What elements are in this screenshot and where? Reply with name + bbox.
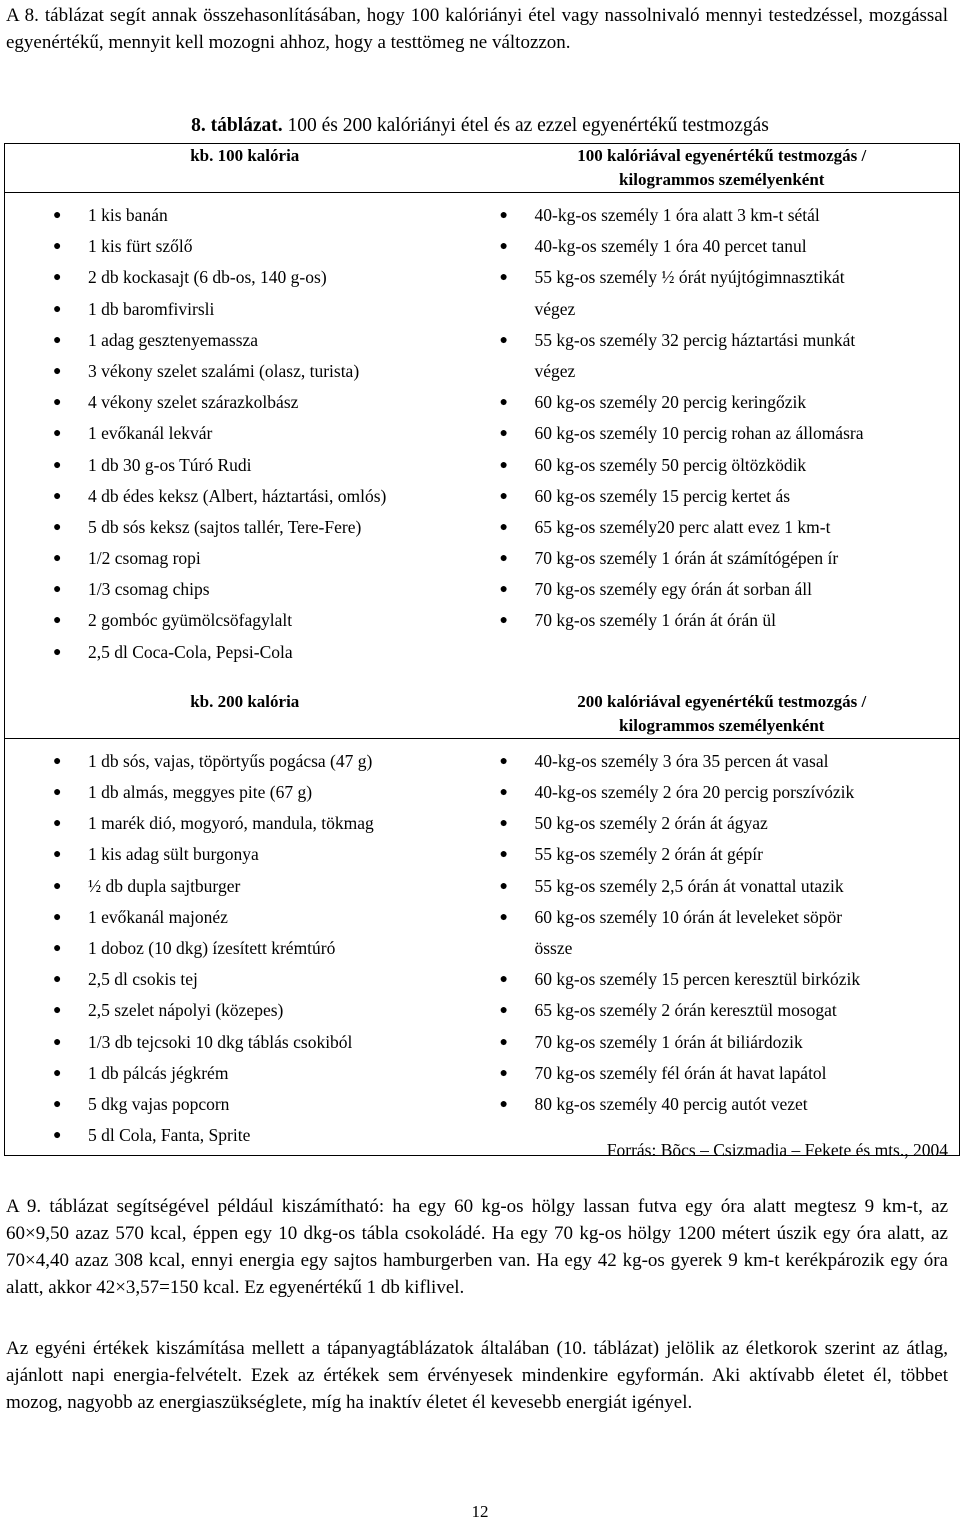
exercises-100-cell <box>485 193 960 680</box>
list-item <box>485 605 960 636</box>
list-item-text: 5 db sós keksz (sajtos tallér, Tere-Fere) <box>88 516 362 537</box>
header-200-food <box>5 680 485 739</box>
bullet-icon: ● <box>53 488 62 504</box>
list-item <box>485 356 960 387</box>
bullet-icon: ● <box>53 644 62 660</box>
list-item-text: 3 vékony szelet szalámi (olasz, turista) <box>88 360 360 381</box>
list-item-text: 4 db édes keksz (Albert, háztartási, omlós) <box>88 485 387 506</box>
bullet-icon: ● <box>53 753 62 769</box>
bullet-icon: ● <box>499 551 508 567</box>
list-item <box>5 1089 485 1120</box>
header-row-100 <box>5 144 960 193</box>
list-item-text: 55 kg-os személy 32 percig háztartási munkát <box>534 329 856 350</box>
bullet-icon: ● <box>499 878 508 894</box>
list-item-text: 1 kis fürt szőlő <box>88 236 193 257</box>
foods-200-list <box>5 746 485 1151</box>
list-item <box>5 808 485 839</box>
list-item <box>5 995 485 1026</box>
bullet-icon: ● <box>53 1034 62 1050</box>
list-item <box>5 294 485 325</box>
bullet-icon: ● <box>499 785 508 800</box>
list-item <box>485 1089 960 1120</box>
body-row-200 <box>5 738 960 1155</box>
bullet-icon: ● <box>53 582 62 598</box>
list-item <box>5 262 485 293</box>
bullet-icon: ● <box>499 753 508 769</box>
list-item-text: 70 kg-os személy 1 órán át órán ül <box>534 610 777 631</box>
list-item <box>5 200 485 231</box>
bullet-icon: ● <box>499 1096 508 1112</box>
list-item <box>485 746 960 777</box>
list-item <box>485 777 960 808</box>
header-200-exercise <box>485 680 960 739</box>
list-item <box>5 387 485 418</box>
bullet-icon: ● <box>53 363 62 379</box>
table-caption-label: 8. táblázat. <box>191 115 283 136</box>
bullet-icon: ● <box>499 332 508 348</box>
bullet-icon: ● <box>53 301 62 317</box>
list-item-text: 1 marék dió, mogyoró, mandula, tökmag <box>88 813 374 834</box>
list-item <box>485 995 960 1026</box>
list-item <box>485 543 960 574</box>
list-item <box>5 231 485 262</box>
list-item-text: 2 db kockasajt (6 db-os, 140 g-os) <box>88 267 327 288</box>
list-item <box>485 1058 960 1089</box>
table-caption <box>0 113 960 139</box>
list-item-text: 1 db sós, vajas, töpörtyűs pogácsa (47 g) <box>88 750 373 771</box>
exercises-100-list <box>485 200 960 637</box>
bullet-icon: ● <box>499 613 508 629</box>
bullet-icon: ● <box>53 909 62 925</box>
list-item-text: 5 dkg vajas popcorn <box>88 1093 230 1114</box>
list-item <box>485 481 960 512</box>
exercises-200-cell <box>485 738 960 1155</box>
list-item-text: 40-kg-os személy 2 óra 20 percig porszívózik <box>534 782 855 802</box>
list-item <box>5 902 485 933</box>
list-item <box>5 777 485 808</box>
header-row-200 <box>5 680 960 739</box>
bullet-icon: ● <box>53 395 62 411</box>
bullet-icon: ● <box>53 1065 62 1081</box>
list-item-text: 60 kg-os személy 10 percig rohan az állomásra <box>534 423 864 444</box>
list-item-text: végez <box>534 298 576 319</box>
list-item <box>5 356 485 387</box>
bullet-icon: ● <box>499 270 508 286</box>
bullet-icon: ● <box>499 847 508 863</box>
list-item-text: össze <box>534 937 573 958</box>
list-item-text: 50 kg-os személy 2 órán át ágyaz <box>534 813 768 834</box>
list-item <box>485 574 960 605</box>
list-item <box>485 964 960 995</box>
bullet-icon: ● <box>499 582 508 598</box>
list-item-text: 2,5 dl csokis tej <box>88 969 198 990</box>
list-item <box>485 512 960 543</box>
bullet-icon: ● <box>53 332 62 348</box>
list-item-text: ½ db dupla sajtburger <box>88 875 241 896</box>
bullet-icon: ● <box>53 816 62 832</box>
list-item-text: 1 evőkanál lekvár <box>88 423 213 444</box>
foods-200-cell <box>5 738 485 1155</box>
list-item <box>485 294 960 325</box>
list-item-text: 40-kg-os személy 1 óra alatt 3 km-t sétál <box>534 205 820 225</box>
header-100-food-label: kb. 100 kalória <box>190 146 300 165</box>
list-item-text: 60 kg-os személy 50 percig öltözködik <box>534 454 807 475</box>
header-100-food <box>5 144 485 193</box>
list-item <box>5 481 485 512</box>
bullet-icon: ● <box>499 1003 508 1019</box>
list-item-text: 55 kg-os személy ½ órát nyújtógimnasztikát <box>534 267 845 288</box>
bullet-icon: ● <box>499 426 508 442</box>
list-item <box>485 902 960 933</box>
bullet-icon: ● <box>499 1065 508 1081</box>
list-item <box>5 871 485 902</box>
list-item <box>5 418 485 449</box>
bullet-icon: ● <box>53 1003 62 1019</box>
bullet-icon: ● <box>53 613 62 629</box>
list-item-text: 70 kg-os személy 1 órán át biliárdozik <box>534 1031 803 1052</box>
list-item <box>485 231 960 262</box>
list-item-text: 70 kg-os személy 1 órán át számítógépen ír <box>534 548 839 569</box>
list-item-text: 1 db almás, meggyes pite (67 g) <box>88 782 313 802</box>
exercises-200-list <box>485 746 960 1120</box>
list-item-text: 5 dl Cola, Fanta, Sprite <box>88 1125 251 1146</box>
bullet-icon: ● <box>53 878 62 894</box>
bullet-icon: ● <box>53 940 62 956</box>
page-number: 12 <box>471 1502 489 1521</box>
source-note: Forrás: Bõcs – Csizmadia – Fekete és mts., 2004 <box>606 1140 948 1160</box>
list-item <box>5 933 485 964</box>
bullet-icon: ● <box>499 457 508 473</box>
list-item-text: 1 db pálcás jégkrém <box>88 1062 229 1083</box>
bullet-icon: ● <box>499 208 508 223</box>
list-item <box>5 839 485 870</box>
list-item-text: 1 kis banán <box>88 205 168 225</box>
list-item-text: 1 db 30 g-os Túró Rudi <box>88 454 252 475</box>
list-item-text: 1 kis adag sült burgonya <box>88 844 259 865</box>
bullet-icon: ● <box>53 239 62 255</box>
foods-100-cell <box>5 193 485 680</box>
bullet-icon: ● <box>53 785 62 800</box>
list-item <box>485 808 960 839</box>
list-item <box>5 637 485 668</box>
list-item-text: 60 kg-os személy 15 percig kertet ás <box>534 485 791 506</box>
list-item <box>5 746 485 777</box>
list-item-text: 60 kg-os személy 20 percig keringőzik <box>534 392 807 413</box>
list-item <box>485 933 960 964</box>
list-item <box>5 605 485 636</box>
list-item-text: 55 kg-os személy 2 órán át gépír <box>534 844 763 865</box>
list-item-text: 1/3 csomag chips <box>88 579 210 600</box>
list-item <box>5 1027 485 1058</box>
intro-paragraph: A 8. táblázat segít annak összehasonlításában, hogy 100 kalóriányi étel vagy nassolnivaló mennyi testedzéssel, mozgással egyenértékű, mennyit kell mozogni ahhoz, hogy a testtömeg ne változzon. <box>6 5 948 53</box>
list-item-text: 2 gombóc gyümölcsöfagylalt <box>88 610 293 631</box>
table-caption-text: 100 és 200 kalóriányi étel és az ezzel egyenértékű testmozgás <box>282 115 769 136</box>
list-item-text: végez <box>534 360 576 381</box>
list-item <box>485 200 960 231</box>
header-100-exercise-line2: kilogrammos személyenként <box>619 170 825 189</box>
bullet-icon: ● <box>499 395 508 411</box>
list-item-text: 40-kg-os személy 3 óra 35 percen át vasal <box>534 750 829 771</box>
list-item <box>485 262 960 293</box>
paragraph-individual: Az egyéni értékek kiszámítása mellett a tápanyagtáblázatok általában (10. táblázat) jelölik az életkorok szerint az átlag, ajánlott napi energia-felvételt. Ezek az értékek sem érvényesek mindenkire egyformán. Aki aktívabb életet él, többet mozog, nagyobb az energiaszükséglete, míg ha inaktív életet él kevesebb energiát igényel. <box>6 1338 948 1413</box>
list-item-text: 1/3 db tejcsoki 10 dkg táblás csokiból <box>88 1031 353 1052</box>
paragraph-example: A 9. táblázat segítségével például kiszámítható: ha egy 60 kg-os hölgy lassan futva egy óra alatt megtesz 9 km-t, az 60×9,50 azaz 570 kcal, éppen egy 10 dkg-os tábla csokoládé. Ha egy 70 kg-os hölgy 1200 métert úszik egy óra alatt, az 70×4,40 azaz 308 kcal, ennyi energia egy sajtos hamburgerben van. Ha egy 42 kg-os gyerek 9 km-t kerékpározik egy óra alatt, akkor 42×3,57=150 kcal. Ez egyenértékű 1 db kiflivel. <box>6 1196 948 1298</box>
bullet-icon: ● <box>53 972 62 988</box>
foods-100-list <box>5 200 485 668</box>
list-item-text: 1 evőkanál majonéz <box>88 906 228 927</box>
list-item <box>5 1058 485 1089</box>
list-item <box>485 871 960 902</box>
list-item <box>5 325 485 356</box>
list-item-text: 1 doboz (10 dkg) ízesített krémtúró <box>88 937 336 958</box>
bullet-icon: ● <box>53 208 62 223</box>
list-item <box>485 387 960 418</box>
header-200-exercise-line2: kilogrammos személyenként <box>619 715 825 735</box>
header-100-exercise-line1: 100 kalóriával egyenértékű testmozgás / <box>577 146 867 165</box>
header-100-exercise <box>485 144 960 193</box>
bullet-icon: ● <box>499 1034 508 1050</box>
list-item <box>5 574 485 605</box>
bullet-icon: ● <box>499 519 508 535</box>
bullet-icon: ● <box>53 551 62 567</box>
list-item <box>5 512 485 543</box>
list-item <box>485 839 960 870</box>
list-item-text: 40-kg-os személy 1 óra 40 percet tanul <box>534 236 807 257</box>
list-item-text: 1 adag gesztenyemassza <box>88 329 259 350</box>
list-item <box>485 450 960 481</box>
bullet-icon: ● <box>499 972 508 988</box>
list-item-text: 1 db baromfivirsli <box>88 298 215 319</box>
list-item <box>5 450 485 481</box>
bullet-icon: ● <box>499 239 508 255</box>
list-item-text: 70 kg-os személy egy órán át sorban áll <box>534 579 812 600</box>
list-item-text: 65 kg-os személy 2 órán keresztül mosogat <box>534 1000 837 1021</box>
bullet-icon: ● <box>499 909 508 925</box>
list-item-text: 70 kg-os személy fél órán át havat lapátol <box>534 1062 827 1083</box>
bullet-icon: ● <box>53 1096 62 1112</box>
header-200-exercise-line1: 200 kalóriával egyenértékű testmozgás / <box>577 691 867 711</box>
bullet-icon: ● <box>53 457 62 473</box>
list-item <box>5 1120 485 1151</box>
list-item-text: 2,5 szelet nápolyi (közepes) <box>88 1000 284 1021</box>
bullet-icon: ● <box>499 816 508 832</box>
list-item <box>485 418 960 449</box>
bullet-icon: ● <box>53 1128 62 1144</box>
bullet-icon: ● <box>53 270 62 286</box>
calorie-equivalence-table <box>4 143 960 1156</box>
list-item <box>485 1027 960 1058</box>
list-item-text: 60 kg-os személy 15 percen keresztül birkózik <box>534 969 861 990</box>
list-item <box>485 325 960 356</box>
list-item-text: 4 vékony szelet szárazkolbász <box>88 392 299 413</box>
bullet-icon: ● <box>53 519 62 535</box>
list-item-text: 1/2 csomag ropi <box>88 548 201 569</box>
list-item-text: 2,5 dl Coca-Cola, Pepsi-Cola <box>88 641 293 662</box>
list-item-text: 55 kg-os személy 2,5 órán át vonattal utazik <box>534 875 844 896</box>
bullet-icon: ● <box>53 426 62 442</box>
list-item-text: 65 kg-os személy20 perc alatt evez 1 km-t <box>534 516 831 537</box>
list-item <box>5 964 485 995</box>
bullet-icon: ● <box>499 488 508 504</box>
header-200-food-label: kb. 200 kalória <box>190 691 300 711</box>
list-item <box>5 543 485 574</box>
list-item-text: 80 kg-os személy 40 percig autót vezet <box>534 1093 808 1114</box>
bullet-icon: ● <box>53 847 62 863</box>
body-row-100 <box>5 193 960 680</box>
list-item-text: 60 kg-os személy 10 órán át leveleket söpör <box>534 906 843 927</box>
